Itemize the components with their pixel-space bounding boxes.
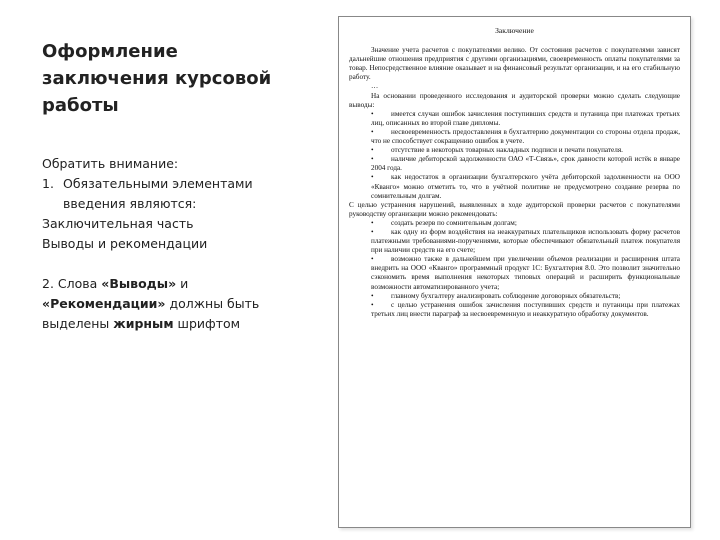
- document-bullet: [349, 173, 680, 200]
- document-bullet: [349, 255, 680, 291]
- paragraph-text: создать резерв по сомнительным долгам;: [391, 218, 517, 227]
- paragraph-text: наличие дебиторской задолженности ОАО «Т-Связь», срок давности которой истёк в январе 2004 года.: [371, 155, 680, 173]
- slide-left-panel: [42, 38, 312, 334]
- document-page: [338, 16, 691, 528]
- paragraph-text: Значение учета расчетов с покупателями велико. От состояния расчетов с покупателями зависят дальнейшие отношения предприятия с другими организациями, своевременность оплаты покупателями за товар. Непосредственное влияние оказывает и на финансовый результат организации, и на его стабильную работу.: [349, 46, 680, 82]
- document-bullet: [349, 146, 680, 155]
- paragraph-text: возможно также в дальнейшем при увеличении объемов реализации и расширения штата внедрить на ООО «Кванго» программный продукт 1С: Бухгалтерия 8.0. Это позволит значительно сэкономить время выполнения некоторых типовых операций и расширить функциональные возможности автоматизированного учета;: [371, 255, 680, 291]
- document-bullet: [349, 219, 680, 228]
- document-body: [349, 46, 680, 319]
- paragraph-text: С целью устранения нарушений, выявленных в ходе аудиторской проверки расчетов с покупателями руководству организации можно рекомендовать:: [349, 200, 680, 218]
- document-bullet: [349, 155, 680, 173]
- required-element-1: Заключительная часть: [42, 216, 194, 231]
- paragraph-text: с целью устранения ошибок зачисления поступивших средств и путаницы при платежах третьих лиц внести параграф за несвоевременную и неаккуратную обработку документов.: [371, 300, 680, 318]
- bullet-icon: •: [371, 300, 374, 309]
- required-element-2: Выводы и рекомендации: [42, 236, 208, 251]
- document-paragraph: [349, 46, 680, 82]
- item-number: 1.: [42, 176, 54, 191]
- rule-bold-conclusions: «Выводы»: [101, 276, 177, 291]
- rule-text-1: 2. Слова: [42, 276, 102, 291]
- bullet-icon: •: [371, 291, 374, 300]
- rule-text-4: шрифтом: [173, 316, 241, 331]
- paragraph-text: как недостаток в организации бухгалтерского учёта дебиторской задолженности на ООО «Кванго» можно отметить то, что в учётной политике не предусмотрено создание резерва по сомнительным долгам.: [371, 173, 680, 200]
- document-paragraph: [349, 82, 680, 91]
- paragraph-text: …: [371, 82, 379, 91]
- document-paragraph: [349, 201, 680, 219]
- rule-text-3: должны быть выделены: [42, 296, 260, 331]
- bullet-icon: •: [371, 109, 374, 118]
- rule-bold-recommendations: «Рекомендации»: [42, 296, 166, 311]
- bullet-icon: •: [371, 227, 374, 236]
- document-bullet: [349, 228, 680, 255]
- numbered-item-1: [42, 174, 312, 214]
- attention-label: Обратить внимание:: [42, 156, 179, 171]
- bullet-icon: •: [371, 173, 374, 182]
- document-bullet: [349, 301, 680, 319]
- document-bullet: [349, 128, 680, 146]
- paragraph-text: несвоевременность предоставления в бухгалтерию документации со стороны отдела продаж, что не способствует сокращению ошибок в учете.: [371, 127, 680, 146]
- title-line-1: Оформление: [42, 41, 178, 62]
- document-title: Заключение: [495, 26, 534, 35]
- document-paragraph: [349, 92, 680, 110]
- rule-text-2: и: [176, 276, 189, 291]
- document-bullet: [349, 110, 680, 128]
- formatting-rule: [42, 274, 312, 334]
- slide-notes: [42, 154, 312, 334]
- paragraph-text: имеется случаи ошибок зачисления поступивших средств и путаница при платежах третьих лиц, описанных во второй главе дипломы.: [371, 109, 680, 127]
- title-line-3: работы: [42, 95, 119, 116]
- bullet-icon: •: [371, 218, 374, 227]
- paragraph-text: отсутствие в некоторых товарных накладных подписи и печати покупателя.: [391, 146, 623, 155]
- item-text: Обязательными элементами введения являются:: [63, 176, 253, 211]
- bullet-icon: •: [371, 255, 374, 264]
- title-line-2: заключения курсовой: [42, 68, 272, 89]
- slide-title: [42, 38, 312, 119]
- paragraph-text: На основании проведенного исследования и аудиторской проверки можно сделать следующие выводы:: [349, 91, 680, 109]
- bullet-icon: •: [371, 146, 374, 155]
- document-bullet: [349, 292, 680, 301]
- bullet-icon: •: [371, 127, 374, 136]
- paragraph-text: как одну из форм воздействия на неаккуратных плательщиков использовать форму расчетов платежными требованиями-поручениями, которые обеспечивают обязательный платеж покупателя при наличии средств на его счете;: [371, 227, 680, 255]
- bullet-icon: •: [371, 155, 374, 164]
- paragraph-text: главному бухгалтеру анализировать соблюдение договорных обязательств;: [391, 291, 621, 300]
- rule-bold-word: жирным: [113, 316, 174, 331]
